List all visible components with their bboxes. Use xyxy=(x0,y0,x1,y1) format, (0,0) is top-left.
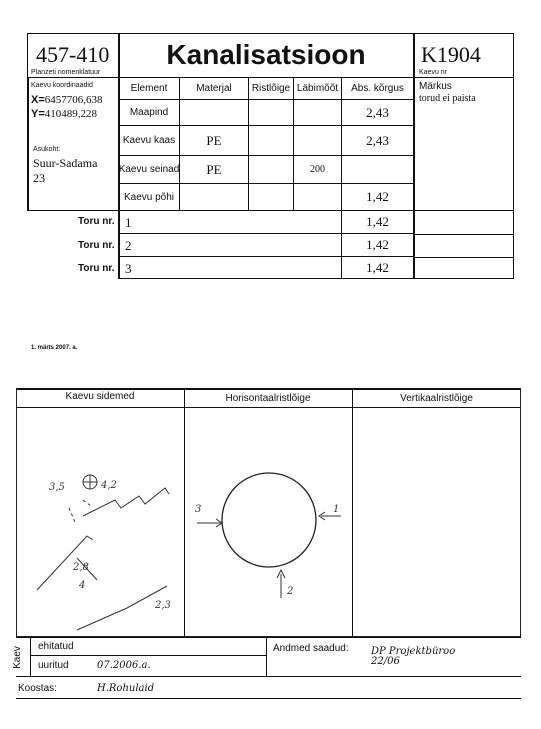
pipe-number: 1 xyxy=(119,211,342,234)
x-value: 6457706,638 xyxy=(44,94,103,106)
drawing-col-horizontal: Horisontaalristlõige xyxy=(225,393,311,404)
col-header-material: Materjal xyxy=(180,78,249,100)
source-value-1: DP Projektbüroo xyxy=(371,646,456,657)
table-row-section xyxy=(249,156,294,184)
info-bottom-line xyxy=(27,210,119,211)
pipe-arrows xyxy=(197,512,341,598)
table-row-material xyxy=(180,100,249,126)
table-row-section xyxy=(249,184,294,211)
source-label: Andmed saadud: xyxy=(273,643,349,654)
sketch-label: 2,8 xyxy=(73,562,89,573)
footer-line-2 xyxy=(30,655,266,656)
date-note: 1. märts 2007. a. xyxy=(31,345,78,351)
col-header-remark: Märkus xyxy=(419,81,452,92)
drawing-col-links: Kaevu sidemed xyxy=(65,391,135,402)
remark-text: torud ei paista xyxy=(419,93,476,104)
pipe-label: Toru nr. xyxy=(78,240,115,251)
author-value: H.Rohulaid xyxy=(97,683,155,694)
drawing-divider-2 xyxy=(352,388,353,637)
col-header-section: Ristlõige xyxy=(249,78,294,100)
page-title: Kanalisatsioon xyxy=(166,39,366,70)
table-row-material: PE xyxy=(180,126,249,156)
pipe-label-in: 3 xyxy=(195,504,202,515)
side-label: Kaev xyxy=(11,646,23,669)
drawing-col-vertical: Vertikaalristlõige xyxy=(400,393,473,404)
well-number: K1904 xyxy=(421,42,481,67)
well-number-label: Kaevu nr xyxy=(419,69,448,76)
well-outline-icon xyxy=(222,473,316,567)
sketch-label: 2,3 xyxy=(155,600,171,611)
table-row-material: PE xyxy=(180,156,249,184)
pipe-label: Toru nr. xyxy=(78,216,115,227)
built-label: ehitatud xyxy=(38,641,74,652)
table-row-element: Kaevu seinad xyxy=(119,156,180,184)
nomenclature-number: 457-410 xyxy=(36,42,110,67)
remark-line-3 xyxy=(414,257,514,258)
source-value-2: 22/06 xyxy=(371,656,400,667)
col-header-element: Element xyxy=(119,78,180,100)
footer-divider-1 xyxy=(30,637,31,676)
sketch-label: 3,5 xyxy=(49,482,65,493)
col-header-height: Abs. kõrgus xyxy=(342,78,414,100)
table-row-height: 2,43 xyxy=(342,100,414,126)
col-header-diameter: Läbimõõt xyxy=(294,78,342,100)
x-coordinate xyxy=(31,94,103,106)
table-row-height: 2,43 xyxy=(342,126,414,156)
footer-divider-2 xyxy=(266,637,267,676)
table-row-height xyxy=(342,156,414,184)
x-label: X= xyxy=(31,94,45,106)
footer-line-1 xyxy=(16,637,521,638)
horizontal-section-sketch xyxy=(185,408,351,636)
pipe-label-bottom: 2 xyxy=(287,586,294,597)
sketch-label: 4 xyxy=(79,580,86,591)
info-block xyxy=(27,78,29,211)
pipe-number: 3 xyxy=(119,257,342,279)
footer-line-4 xyxy=(16,698,521,699)
pipe-height: 1,42 xyxy=(342,257,414,279)
author-label: Koostas: xyxy=(18,683,57,694)
table-row-material xyxy=(180,184,249,211)
surveyed-label: uuritud xyxy=(38,660,69,671)
pipe-number: 2 xyxy=(119,234,342,257)
table-row-diameter xyxy=(294,184,342,211)
table-row-element: Maapind xyxy=(119,100,180,126)
y-value: 410489,228 xyxy=(44,108,98,120)
table-row-element: Kaevu põhi xyxy=(119,184,180,211)
footer-line-3 xyxy=(16,676,521,677)
table-row-section xyxy=(249,100,294,126)
well-links-sketch xyxy=(17,408,183,636)
table-row-element: Kaevu kaas xyxy=(119,126,180,156)
pipe-height: 1,42 xyxy=(342,234,414,257)
sketch-label: 4,2 xyxy=(101,480,117,491)
table-row-diameter xyxy=(294,100,342,126)
pipe-height: 1,42 xyxy=(342,211,414,234)
location-line-2: 23 xyxy=(33,171,45,185)
table-row-diameter xyxy=(294,126,342,156)
location-label: Asukoht: xyxy=(33,146,61,153)
nomenclature-label: Planzeti nomenklatuur xyxy=(31,69,101,76)
y-coordinate xyxy=(31,108,97,120)
surveyed-value: 07.2006.a. xyxy=(97,660,151,671)
sketch-lines xyxy=(37,488,169,630)
pipe-label: Toru nr. xyxy=(78,263,115,274)
remark-line-2 xyxy=(414,234,514,235)
table-row-diameter: 200 xyxy=(294,156,342,184)
coords-label: Kaevu koordinaadid xyxy=(31,82,93,89)
pipe-label-right: 1 xyxy=(333,504,340,515)
remark-line-1 xyxy=(414,210,514,211)
table-row-height: 1,42 xyxy=(342,184,414,211)
table-row-section xyxy=(249,126,294,156)
location-line-1: Suur-Sadama xyxy=(33,156,98,170)
y-label: Y= xyxy=(31,108,45,120)
